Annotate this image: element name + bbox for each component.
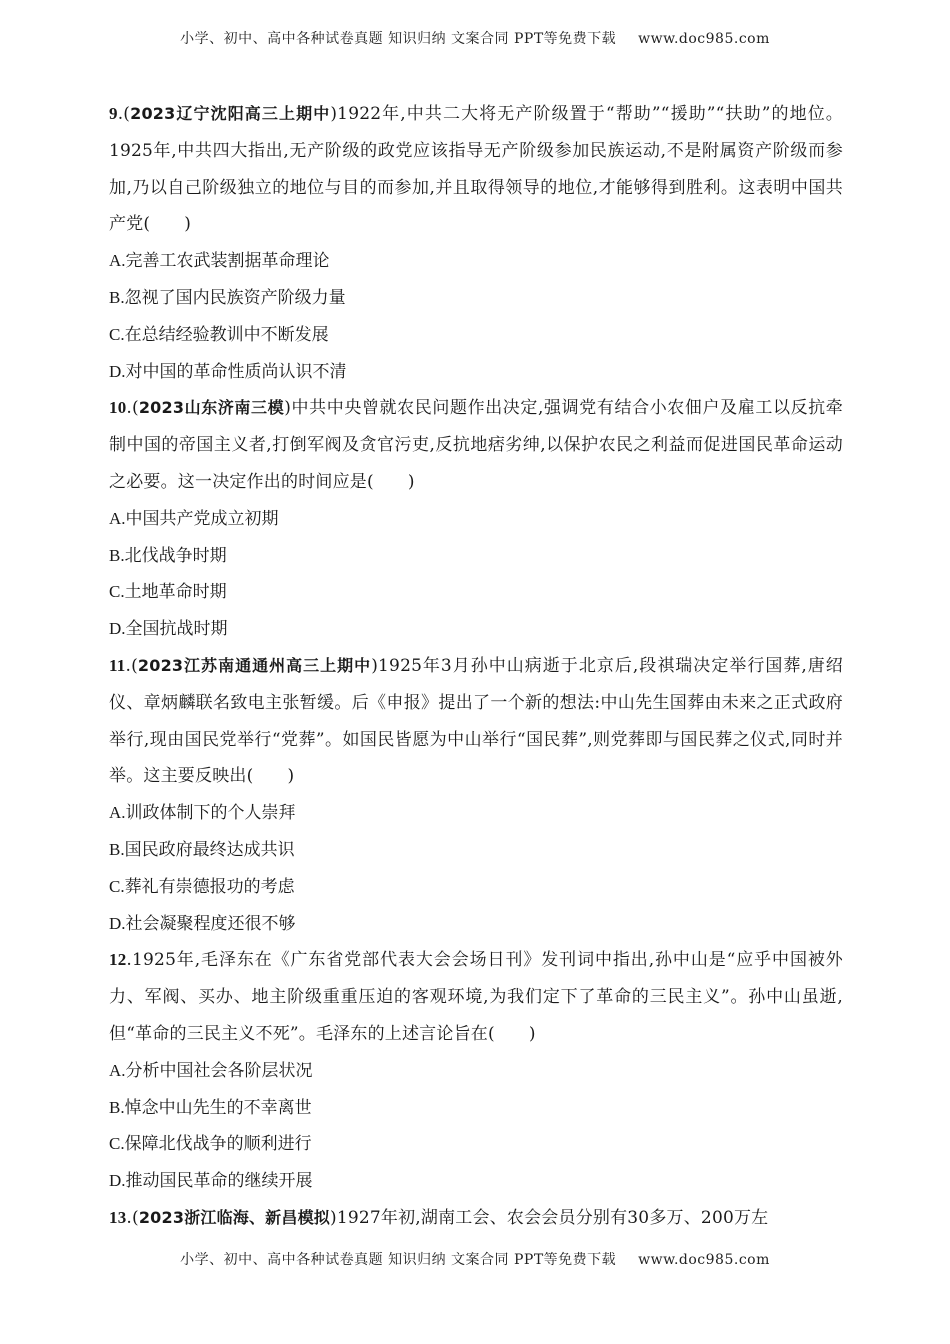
option-text: 北伐战争时期 — [124, 545, 227, 566]
option-b[interactable]: B.国民政府最终达成共识 — [109, 839, 295, 860]
question-stem: 10.(2023山东济南三模)中共中央曾就农民问题作出决定,强调党有结合小农佃户及雇工以反抗牵制中国的帝国主义者,打倒军阀及贪官污吏,反抗地痞劣绅,以保护农民之利益而促进国民革命运动之必要。这一决定作出的时间应是( ) — [109, 398, 843, 492]
question-number: 11 — [109, 655, 126, 675]
question-text: 1925年3月孙中山病逝于北京后,段祺瑞决定举行国葬,唐绍仪、章炳麟联名致电主张暂缓。后《申报》提出了一个新的想法:中山先生国葬由未来之正式政府举行,现由国民党举行“党葬”。如国民皆愿为中山举行“国民葬”,则党葬即与国民葬之仪式,同时并举。这主要反映出( — [109, 655, 843, 787]
option-a[interactable]: A.中国共产党成立初期 — [109, 508, 279, 529]
option-c[interactable]: C.保障北伐战争的顺利进行 — [109, 1134, 312, 1155]
question-source: 2023辽宁沈阳高三上期中 — [130, 104, 331, 123]
option-c[interactable]: C.在总结经验教训中不断发展 — [109, 324, 329, 345]
option-text: 全国抗战时期 — [125, 619, 228, 640]
question-text: 1927年初,湖南工会、农会会员分别有30多万、200万左 — [336, 1207, 769, 1228]
question-text: 中共中央曾就农民问题作出决定,强调党有结合小农佃户及雇工以反抗牵制中国的帝国主义者,打倒军阀及贪官污吏,反抗地痞劣绅,以保护农民之利益而促进国民革命运动之必要。这一决定作出的时间应是( — [109, 398, 843, 492]
option-text: 葬礼有崇德报功的考虑 — [124, 876, 295, 897]
answer-paren: ) — [287, 766, 295, 787]
option-text: 忽视了国内民族资产阶级力量 — [124, 287, 346, 308]
option-text: 对中国的革命性质尚认识不清 — [125, 361, 347, 382]
question-9 — [109, 96, 843, 390]
option-d[interactable]: D.全国抗战时期 — [109, 619, 228, 640]
question-source: 2023浙江临海、新昌模拟 — [138, 1207, 330, 1227]
question-list — [109, 96, 843, 1237]
answer-paren: ) — [407, 471, 415, 492]
option-b[interactable]: B.北伐战争时期 — [109, 545, 227, 566]
question-source: 2023山东济南三模 — [138, 398, 285, 418]
question-text: 1925年,毛泽东在《广东省党部代表大会会场日刊》发刊词中指出,孙中山是“应乎中国被外力、军阀、买办、地主阶级重重压迫的客观环境,为我们定下了革命的三民主义”。孙中山虽逝,但“革命的三民主义不死”。毛泽东的上述言论旨在( — [109, 950, 843, 1044]
option-text: 社会凝聚程度还很不够 — [125, 913, 296, 934]
answer-paren: ) — [528, 1023, 536, 1044]
question-12 — [109, 942, 843, 1200]
option-c[interactable]: C.土地革命时期 — [109, 582, 227, 603]
answer-paren: ) — [184, 214, 192, 235]
page-header — [0, 28, 950, 48]
option-text: 国民政府最终达成共识 — [124, 839, 295, 860]
option-text: 保障北伐战争的顺利进行 — [124, 1134, 312, 1155]
option-a[interactable]: A.训政体制下的个人崇拜 — [109, 803, 296, 824]
page-footer — [0, 1249, 950, 1269]
option-text: 完善工农武装割据革命理论 — [125, 251, 330, 272]
question-stem: 13.(2023浙江临海、新昌模拟)1927年初,湖南工会、农会会员分别有30多万、200万左 — [109, 1207, 769, 1228]
option-b[interactable]: B.悼念中山先生的不幸离世 — [109, 1097, 312, 1118]
question-11 — [109, 648, 843, 942]
question-text: 1922年,中共二大将无产阶级置于“帮助”“援助”“扶助”的地位。1925年,中共四大指出,无产阶级的政党应该指导无产阶级参加民族运动,不是附属资产阶级而参加,乃以自己阶级独立的地位与目的而参加,并且取得领导的地位,才能够得到胜利。这表明中国共产党( — [109, 104, 843, 235]
option-text: 推动国民革命的继续开展 — [125, 1171, 313, 1192]
option-d[interactable]: D.推动国民革命的继续开展 — [109, 1171, 313, 1192]
question-10 — [109, 390, 843, 648]
footer-text: 小学、初中、高中各种试卷真题 知识归纳 文案合同 PPT等免费下载 — [180, 1252, 617, 1268]
question-stem: 9.(2023辽宁沈阳高三上期中)1922年,中共二大将无产阶级置于“帮助”“援助”“扶助”的地位。1925年,中共四大指出,无产阶级的政党应该指导无产阶级参加民族运动,不是附属资产阶级而参加,乃以自己阶级独立的地位与目的而参加,并且取得领导的地位,才能够得到胜利。这表明中国共产党( ) — [109, 104, 843, 235]
header-site[interactable]: www.doc985.com — [638, 31, 770, 47]
question-number: 12 — [109, 950, 127, 970]
option-a[interactable]: A.完善工农武装割据革命理论 — [109, 251, 330, 272]
option-b[interactable]: B.忽视了国内民族资产阶级力量 — [109, 287, 346, 308]
question-stem: 11.(2023江苏南通通州高三上期中)1925年3月孙中山病逝于北京后,段祺瑞决定举行国葬,唐绍仪、章炳麟联名致电主张暂缓。后《申报》提出了一个新的想法:中山先生国葬由未来之正式政府举行,现由国民党举行“党葬”。如国民皆愿为中山举行“国民葬”,则党葬即与国民葬之仪式,同时并举。这主要反映出( ) — [109, 655, 843, 787]
option-d[interactable]: D.对中国的革命性质尚认识不清 — [109, 361, 347, 382]
option-text: 分析中国社会各阶层状况 — [125, 1060, 313, 1081]
question-number: 10 — [109, 398, 127, 418]
question-source: 2023江苏南通通州高三上期中 — [137, 655, 372, 675]
option-text: 悼念中山先生的不幸离世 — [124, 1097, 312, 1118]
question-number: 13 — [109, 1207, 127, 1227]
question-number: 9 — [109, 104, 118, 123]
footer-site[interactable]: www.doc985.com — [638, 1252, 770, 1268]
question-13 — [109, 1200, 843, 1237]
option-text: 土地革命时期 — [124, 582, 227, 603]
header-text: 小学、初中、高中各种试卷真题 知识归纳 文案合同 PPT等免费下载 — [180, 31, 617, 47]
option-text: 训政体制下的个人崇拜 — [125, 803, 296, 824]
option-c[interactable]: C.葬礼有崇德报功的考虑 — [109, 876, 295, 897]
option-d[interactable]: D.社会凝聚程度还很不够 — [109, 913, 296, 934]
option-a[interactable]: A.分析中国社会各阶层状况 — [109, 1060, 313, 1081]
option-text: 中国共产党成立初期 — [125, 508, 279, 529]
option-text: 在总结经验教训中不断发展 — [124, 324, 329, 345]
question-stem: 12.1925年,毛泽东在《广东省党部代表大会会场日刊》发刊词中指出,孙中山是“应乎中国被外力、军阀、买办、地主阶级重重压迫的客观环境,为我们定下了革命的三民主义”。孙中山虽逝,但“革命的三民主义不死”。毛泽东的上述言论旨在( ) — [109, 950, 843, 1044]
